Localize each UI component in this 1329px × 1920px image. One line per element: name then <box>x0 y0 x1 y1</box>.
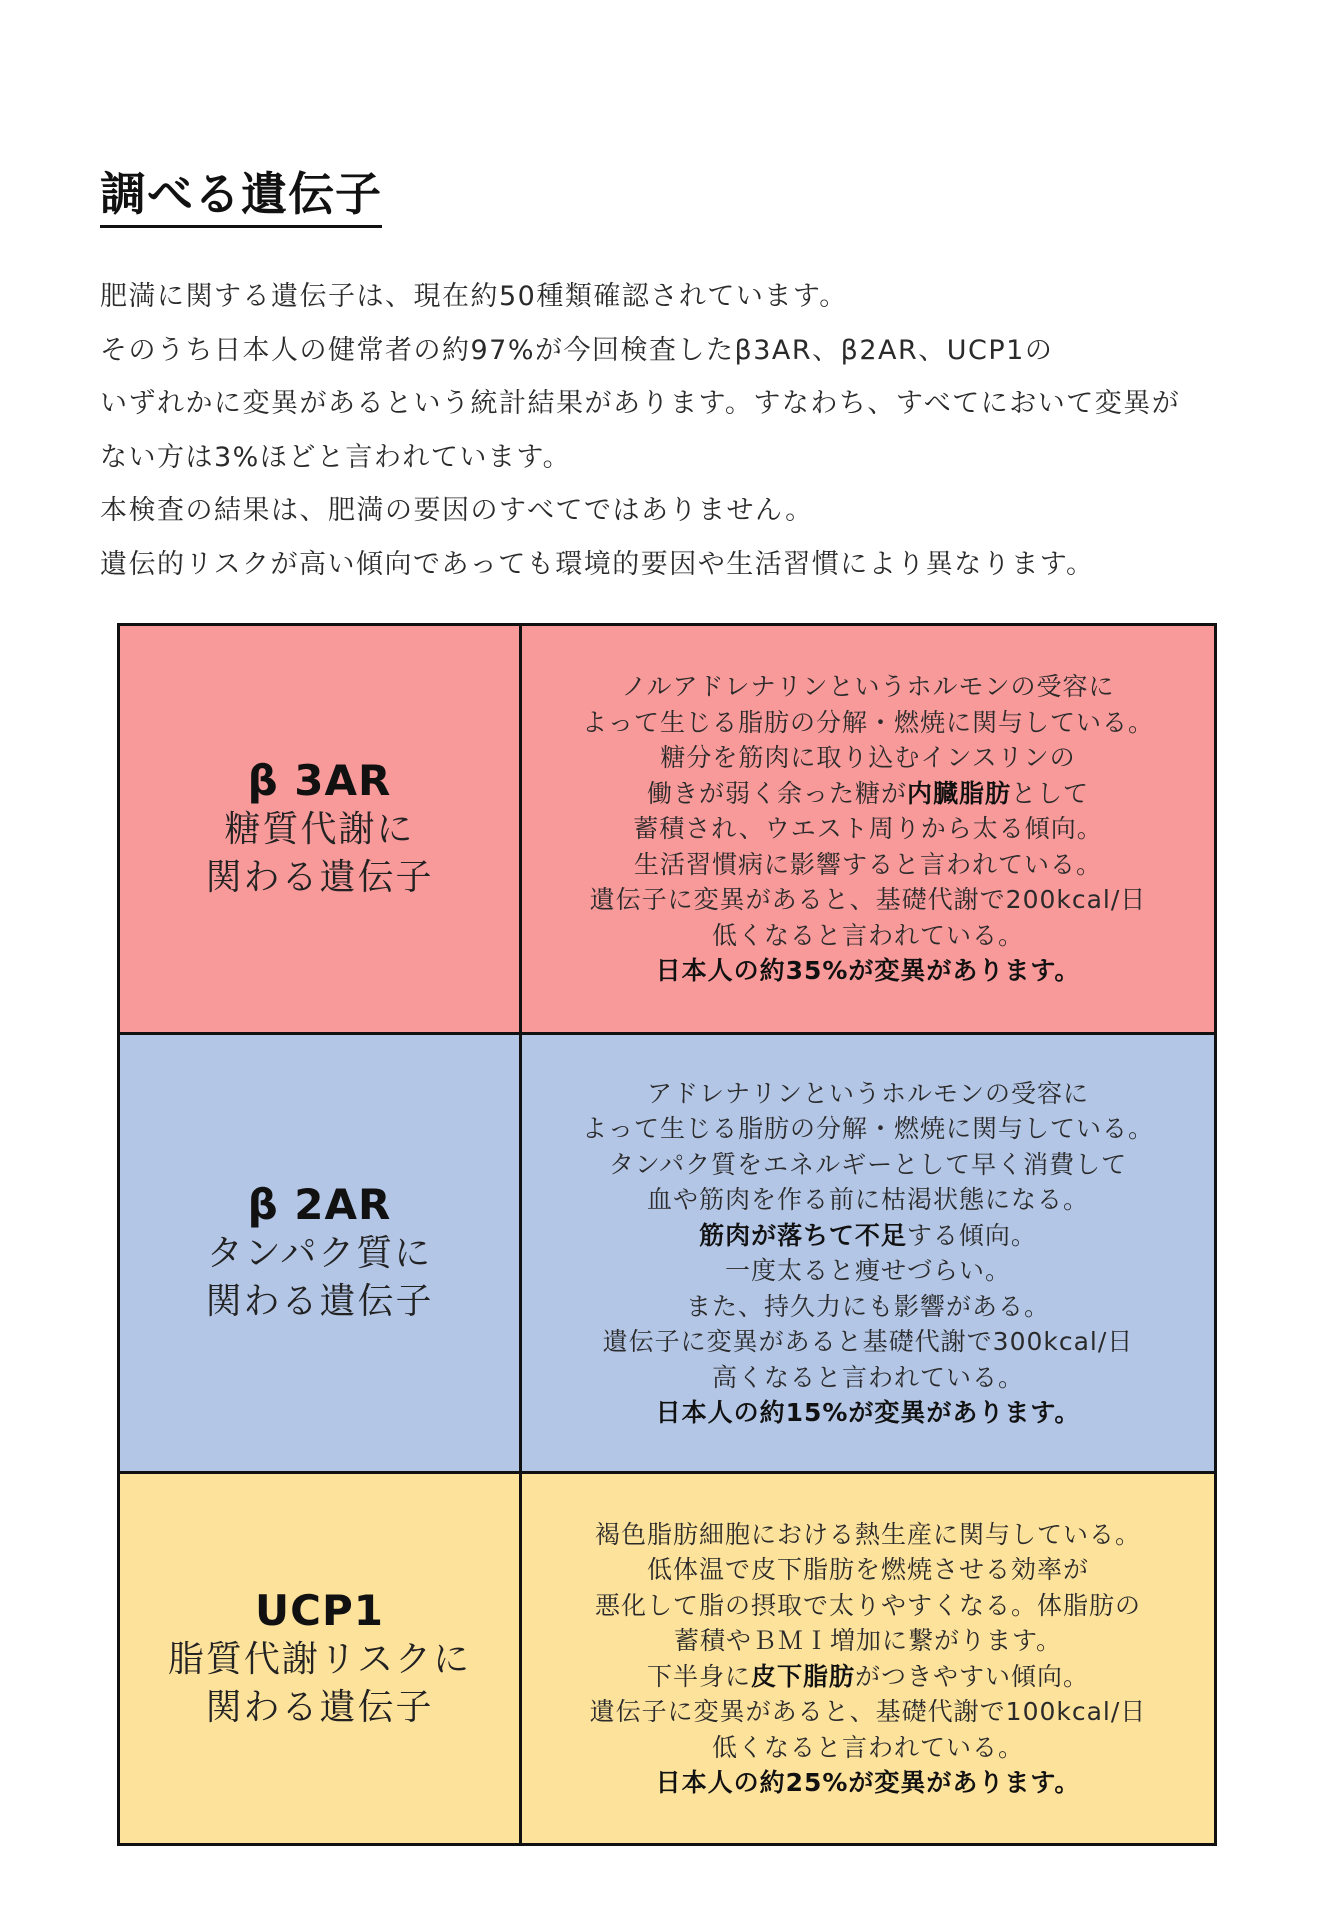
intro-line: 遺伝的リスクが高い傾向であっても環境的要因や生活習慣により異なります。 <box>100 548 1095 580</box>
description-line: よって生じる脂肪の分解・燃焼に関与している。 <box>581 1114 1154 1143</box>
description-line: ノルアドレナリンというホルモンの受容に <box>621 672 1115 702</box>
description-line: また、持久力にも影響がある。 <box>685 1291 1050 1321</box>
description-line: 一度太ると痩せづらい。 <box>724 1256 1011 1285</box>
gene-role: タンパク質に <box>206 1233 433 1274</box>
intro-line: 本検査の結果は、肥満の要因のすべてではありません。 <box>100 495 814 526</box>
intro-line: いずれかに変異があるという統計結果があります。すなわち、すべてにおいて変異が <box>100 388 1181 419</box>
description-line: 遺伝子に変異があると、基礎代謝で200kcal/日 <box>589 885 1147 915</box>
intro-line: 肥満に関する遺伝子は、現在約50種類確認されています。 <box>100 281 848 312</box>
description-line <box>522 776 1214 812</box>
gene-description-cell <box>521 1473 1216 1845</box>
gene-role: 糖質代謝に <box>224 809 415 850</box>
intro-line: ない方は3%ほどと言われています。 <box>100 441 572 473</box>
description-line: 褐色脂肪細胞における熱生産に関与している。 <box>594 1519 1141 1549</box>
gene-description-cell <box>521 1034 1216 1473</box>
gene-role: 脂質代謝リスクに <box>167 1638 472 1680</box>
description-line: 血や筋肉を作る前に枯渇状態になる。 <box>646 1185 1089 1214</box>
description-text: がつきやすい傾向。 <box>855 1661 1090 1691</box>
gene-name: β 2AR <box>247 1180 392 1229</box>
description-line: 糖分を筋肉に取り込むインスリンの <box>660 743 1076 773</box>
gene-name: UCP1 <box>255 1585 384 1635</box>
gene-table <box>117 623 1217 1846</box>
description-line: 低くなると言われている。 <box>711 920 1024 950</box>
description-text: として <box>1011 778 1090 808</box>
description-line: 蓄積やＢＭＩ増加に繋がります。 <box>673 1626 1062 1655</box>
description-text: する傾向。 <box>906 1220 1037 1250</box>
gene-row-b3ar <box>119 625 1216 1034</box>
page-title: 調べる遺伝子 <box>100 168 382 228</box>
mutation-rate: 日本人の約35%が変異があります。 <box>655 956 1081 986</box>
highlight-text: 不足 <box>854 1220 907 1250</box>
gene-row-ucp1 <box>119 1473 1216 1845</box>
gene-description-cell <box>521 625 1216 1034</box>
gene-name-cell <box>119 1034 521 1473</box>
description-line: 低くなると言われている。 <box>711 1732 1024 1762</box>
highlight-text: 内臓脂肪 <box>906 778 1011 808</box>
description-line: 遺伝子に変異があると、基礎代謝で100kcal/日 <box>589 1697 1147 1726</box>
highlight-text: 筋肉が落ちて <box>699 1220 855 1250</box>
intro-text <box>100 270 1260 591</box>
intro-line: そのうち日本人の健常者の約97%が今回検査したβ3AR、β2AR、UCP1の <box>100 334 1054 366</box>
gene-name: β 3AR <box>247 756 392 805</box>
description-line: 遺伝子に変異があると基礎代謝で300kcal/日 <box>602 1327 1134 1356</box>
description-line: 低体温で皮下脂肪を燃焼させる効率が <box>646 1555 1089 1584</box>
highlight-text: 皮下脂肪 <box>750 1661 855 1691</box>
description-line: よって生じる脂肪の分解・燃焼に関与している。 <box>581 707 1154 737</box>
description-line: 悪化して脂の摂取で太りやすくなる。体脂肪の <box>594 1590 1141 1620</box>
description-line: 蓄積され、ウエスト周りから太る傾向。 <box>633 814 1103 844</box>
description-line: 生活習慣病に影響すると言われている。 <box>633 849 1102 879</box>
gene-role: 関わる遺伝子 <box>205 1686 434 1728</box>
gene-name-cell <box>119 1473 521 1845</box>
gene-row-b2ar <box>119 1034 1216 1473</box>
description-line: タンパク質をエネルギーとして早く消費して <box>608 1149 1128 1179</box>
description-text: 下半身に <box>646 1661 751 1691</box>
description-line: 高くなると言われている。 <box>711 1362 1024 1392</box>
description-line <box>522 1659 1214 1695</box>
mutation-rate: 日本人の約15%が変異があります。 <box>655 1398 1081 1427</box>
gene-name-cell <box>119 625 521 1034</box>
mutation-rate: 日本人の約25%が変異があります。 <box>655 1768 1081 1797</box>
description-line <box>522 1218 1214 1254</box>
description-text: 働きが弱く余った糖が <box>646 778 907 808</box>
description-line: アドレナリンというホルモンの受容に <box>646 1078 1089 1108</box>
gene-role: 関わる遺伝子 <box>205 1281 434 1322</box>
gene-role: 関わる遺伝子 <box>205 857 434 898</box>
